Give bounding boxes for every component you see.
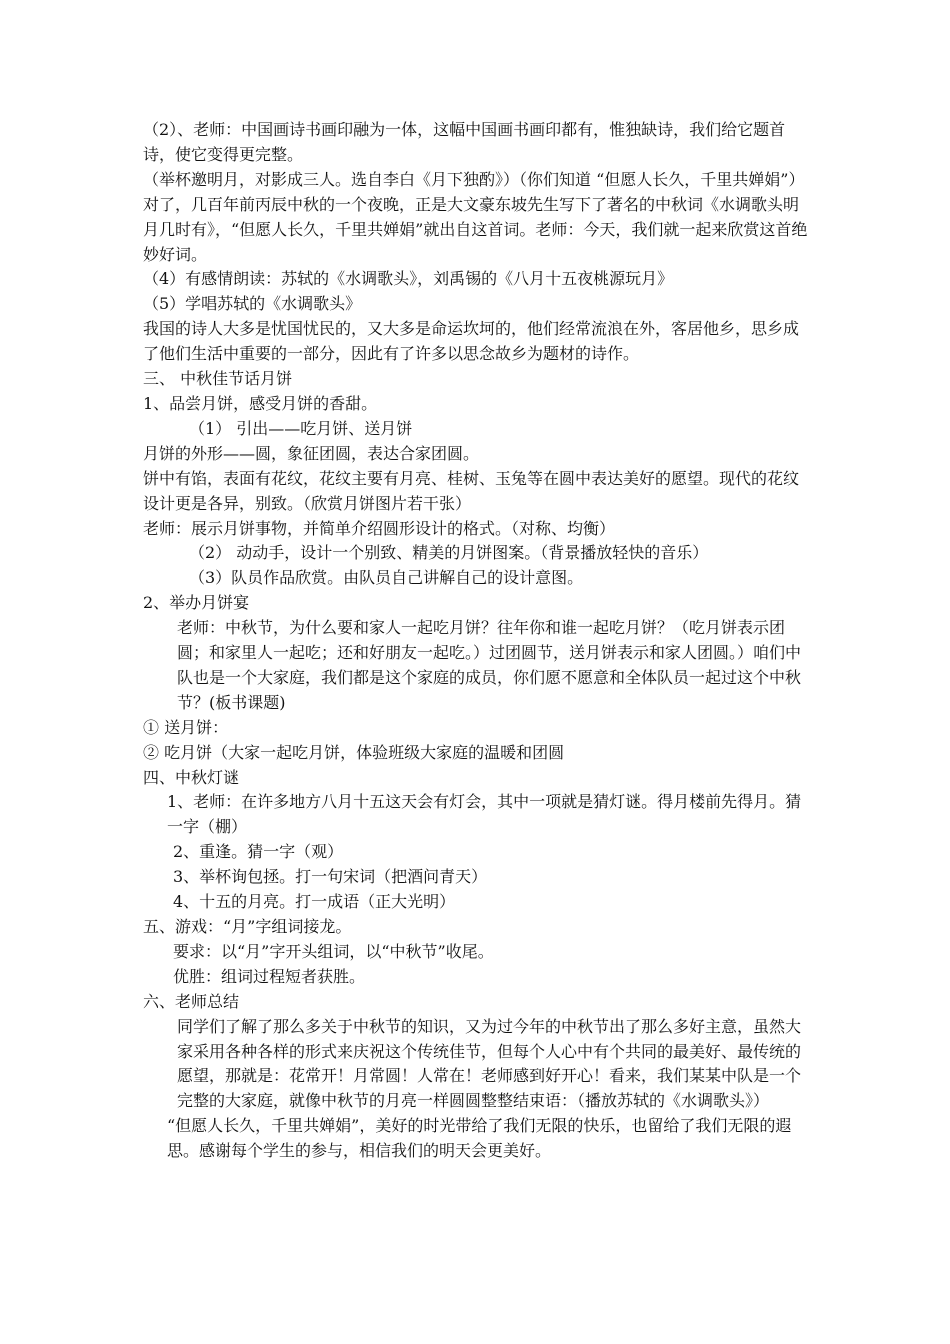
paragraph: （1） 引出——吃月饼、送月饼 <box>189 418 413 438</box>
paragraph: 六、老师总结 <box>143 991 240 1011</box>
paragraph: （4）有感情朗读：苏轼的《水调歌头》，刘禹锡的《八月十五夜桃源玩月》 <box>143 269 674 289</box>
paragraph: 3、举杯询包拯。打一句宋词（把酒问青天） <box>173 867 488 887</box>
paragraph: （5）学唱苏轼的《水调歌头》 <box>143 294 362 314</box>
paragraph: 三、 中秋佳节话月饼 <box>143 369 293 389</box>
document-body <box>143 118 810 1164</box>
paragraph: 要求：以“月”字开头组词，以“中秋节”收尾。 <box>173 941 494 961</box>
paragraph: 优胜：组词过程短者获胜。 <box>173 966 366 986</box>
paragraph: ② 吃月饼（大家一起吃月饼，体验班级大家庭的温暖和团圆 <box>143 742 565 762</box>
paragraph: 2、重逢。猜一字（观） <box>173 842 344 862</box>
paragraph: 月饼的外形——圆，象征团圆，表达合家团圆。 <box>143 443 480 463</box>
paragraph: 饼中有馅，表面有花纹，花纹主要有月亮、桂树、玉兔等在圆中表达美好的愿望。现代的花纹设计更是各异，别致。（欣赏月饼图片若干张） <box>143 468 800 513</box>
paragraph: 2、举办月饼宴 <box>143 593 250 613</box>
paragraph: 4、十五的月亮。打一成语（正大光明） <box>173 892 456 912</box>
paragraph: 1、老师：在许多地方八月十五这天会有灯会，其中一项就是猜灯谜。得月楼前先得月。猜一字（棚） <box>167 792 802 837</box>
paragraph: 1、品尝月饼，感受月饼的香甜。 <box>143 393 378 413</box>
paragraph: “但愿人长久，千里共婵娟”，美好的时光带给了我们无限的快乐，也留给了我们无限的遐思。感谢每个学生的参与，相信我们的明天会更美好。 <box>167 1116 792 1161</box>
paragraph: （2） 动动手，设计一个别致、精美的月饼图案。（背景播放轻快的音乐） <box>189 543 709 563</box>
paragraph: 老师：中秋节，为什么要和家人一起吃月饼？往年你和谁一起吃月饼？（吃月饼表示团圆；和家里人一起吃；还和好朋友一起吃。）过团圆节，送月饼表示和家人团圆。）咱们中队也是一个大家庭，我们都是这个家庭的成员，你们愿不愿意和全体队员一起过这个中秋节？(板书课题) <box>177 618 802 712</box>
paragraph: 五、游戏：“月”字组词接龙。 <box>143 917 352 936</box>
paragraph: 老师：展示月饼事物，并简单介绍圆形设计的格式。（对称、均衡） <box>143 518 616 538</box>
paragraph: ① 送月饼： <box>143 717 229 737</box>
paragraph: 同学们了解了那么多关于中秋节的知识，又为过今年的中秋节出了那么多好主意，虽然大家采用各种各样的形式来庆祝这个传统佳节，但每个人心中有个共同的最美好、最传统的愿望，那就是：花常开！月常圆！人常在！老师感到好开心！看来，我们某某中队是一个完整的大家庭，就像中秋节的月亮一样圆圆整整结束语：（播放苏轼的《水调歌头》） <box>177 1016 802 1111</box>
paragraph: （举杯邀明月，对影成三人。选自李白《月下独酌》）（你们知道 “但愿人长久，千里共婵娟”）对了，几百年前丙辰中秋的一个夜晚，正是大文豪东坡先生写下了著名的中秋词《水调歌头明月几时有》，“但愿人长久，千里共婵娟”就出自这首词。老师：今天，我们就一起来欣赏这首绝妙好词。 <box>143 169 808 264</box>
paragraph: 四、中秋灯谜 <box>143 767 240 787</box>
paragraph: 我国的诗人大多是忧国忧民的，又大多是命运坎坷的，他们经常流浪在外，客居他乡，思乡成了他们生活中重要的一部分，因此有了许多以思念故乡为题材的诗作。 <box>143 319 800 364</box>
paragraph: （3）队员作品欣赏。由队员自己讲解自己的设计意图。 <box>189 568 584 588</box>
paragraph: （2）、老师：中国画诗书画印融为一体，这幅中国画书画印都有，惟独缺诗，我们给它题首诗，使它变得更完整。 <box>143 120 786 164</box>
